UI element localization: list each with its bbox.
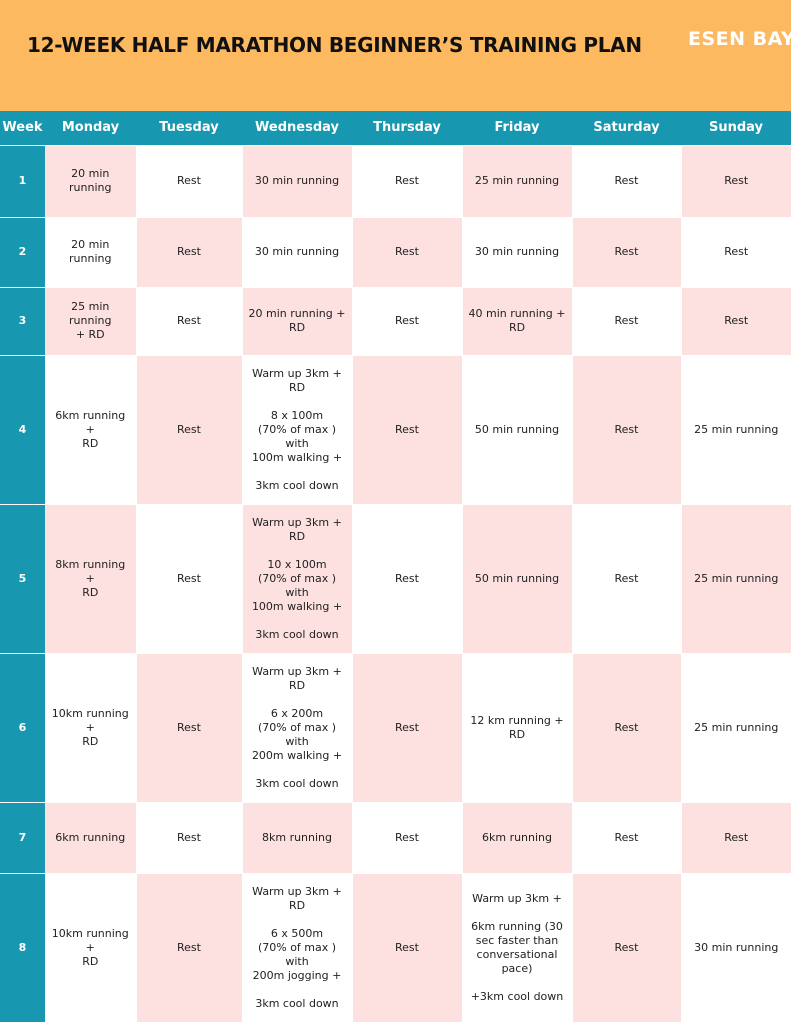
cell-thursday: Rest (352, 504, 462, 653)
cell-thursday: Rest (352, 145, 462, 217)
cell-thursday: Rest (352, 802, 462, 873)
cell-tuesday: Rest (136, 145, 242, 217)
training-plan-table (0, 111, 791, 1022)
cell-friday: 50 min running (462, 355, 572, 504)
table-row (0, 653, 791, 802)
column-header-wednesday: Wednesday (242, 111, 352, 145)
cell-saturday: Rest (572, 287, 681, 355)
cell-saturday: Rest (572, 217, 681, 287)
sparkle-icon: ✦ (791, 21, 801, 34)
cell-thursday: Rest (352, 873, 462, 1022)
cell-sunday: Rest (681, 287, 791, 355)
cell-friday: 50 min running (462, 504, 572, 653)
cell-monday: 6km running (45, 802, 136, 873)
table-body (0, 145, 791, 1022)
cell-thursday: Rest (352, 287, 462, 355)
week-number: 6 (0, 653, 45, 802)
cell-monday: 25 min running + RD (45, 287, 136, 355)
table-row (0, 217, 791, 287)
cell-monday: 10km running + RD (45, 873, 136, 1022)
cell-wednesday: 8km running (242, 802, 352, 873)
week-number: 4 (0, 355, 45, 504)
page-title: 12-WEEK HALF MARATHON BEGINNER’S TRAINING PLAN (27, 33, 642, 57)
cell-wednesday: Warm up 3km + RD 6 x 500m (70% of max ) with 200m jogging + 3km cool down (242, 873, 352, 1022)
brand-name: ESEN BAY (688, 28, 796, 50)
column-header-friday: Friday (462, 111, 572, 145)
cell-wednesday: Warm up 3km + RD 6 x 200m (70% of max ) with 200m walking + 3km cool down (242, 653, 352, 802)
cell-saturday: Rest (572, 355, 681, 504)
cell-thursday: Rest (352, 355, 462, 504)
cell-wednesday: 30 min running (242, 145, 352, 217)
cell-wednesday: Warm up 3km + RD 8 x 100m (70% of max ) with 100m walking + 3km cool down (242, 355, 352, 504)
cell-friday: Warm up 3km + 6km running (30 sec faster than conversational pace) +3km cool down (462, 873, 572, 1022)
cell-sunday: 25 min running (681, 653, 791, 802)
page-header (0, 0, 801, 111)
column-header-tuesday: Tuesday (136, 111, 242, 145)
cell-monday: 8km running + RD (45, 504, 136, 653)
column-header-saturday: Saturday (572, 111, 681, 145)
table-row (0, 355, 791, 504)
cell-wednesday: 30 min running (242, 217, 352, 287)
cell-thursday: Rest (352, 653, 462, 802)
cell-thursday: Rest (352, 217, 462, 287)
week-number: 5 (0, 504, 45, 653)
week-number: 8 (0, 873, 45, 1022)
cell-friday: 6km running (462, 802, 572, 873)
table-row (0, 287, 791, 355)
cell-friday: 30 min running (462, 217, 572, 287)
brand-logo (688, 21, 801, 50)
week-number: 1 (0, 145, 45, 217)
cell-tuesday: Rest (136, 873, 242, 1022)
table-row (0, 873, 791, 1022)
cell-sunday: Rest (681, 145, 791, 217)
cell-friday: 12 km running + RD (462, 653, 572, 802)
week-number: 3 (0, 287, 45, 355)
cell-tuesday: Rest (136, 653, 242, 802)
table-row (0, 504, 791, 653)
cell-tuesday: Rest (136, 802, 242, 873)
column-header-thursday: Thursday (352, 111, 462, 145)
cell-sunday: 25 min running (681, 355, 791, 504)
cell-monday: 10km running + RD (45, 653, 136, 802)
cell-saturday: Rest (572, 653, 681, 802)
cell-monday: 20 min running (45, 217, 136, 287)
cell-wednesday: 20 min running + RD (242, 287, 352, 355)
cell-monday: 6km running + RD (45, 355, 136, 504)
cell-sunday: Rest (681, 802, 791, 873)
cell-friday: 40 min running + RD (462, 287, 572, 355)
cell-tuesday: Rest (136, 504, 242, 653)
table-header-row (0, 111, 791, 145)
cell-friday: 25 min running (462, 145, 572, 217)
column-header-week: Week (0, 111, 45, 145)
cell-saturday: Rest (572, 504, 681, 653)
cell-sunday: Rest (681, 217, 791, 287)
cell-saturday: Rest (572, 802, 681, 873)
cell-tuesday: Rest (136, 287, 242, 355)
cell-sunday: 30 min running (681, 873, 791, 1022)
table-row (0, 145, 791, 217)
cell-sunday: 25 min running (681, 504, 791, 653)
cell-monday: 20 min running (45, 145, 136, 217)
cell-saturday: Rest (572, 873, 681, 1022)
column-header-sunday: Sunday (681, 111, 791, 145)
column-header-monday: Monday (45, 111, 136, 145)
table-row (0, 802, 791, 873)
cell-tuesday: Rest (136, 217, 242, 287)
cell-saturday: Rest (572, 145, 681, 217)
cell-wednesday: Warm up 3km + RD 10 x 100m (70% of max ) with 100m walking + 3km cool down (242, 504, 352, 653)
week-number: 7 (0, 802, 45, 873)
cell-tuesday: Rest (136, 355, 242, 504)
week-number: 2 (0, 217, 45, 287)
